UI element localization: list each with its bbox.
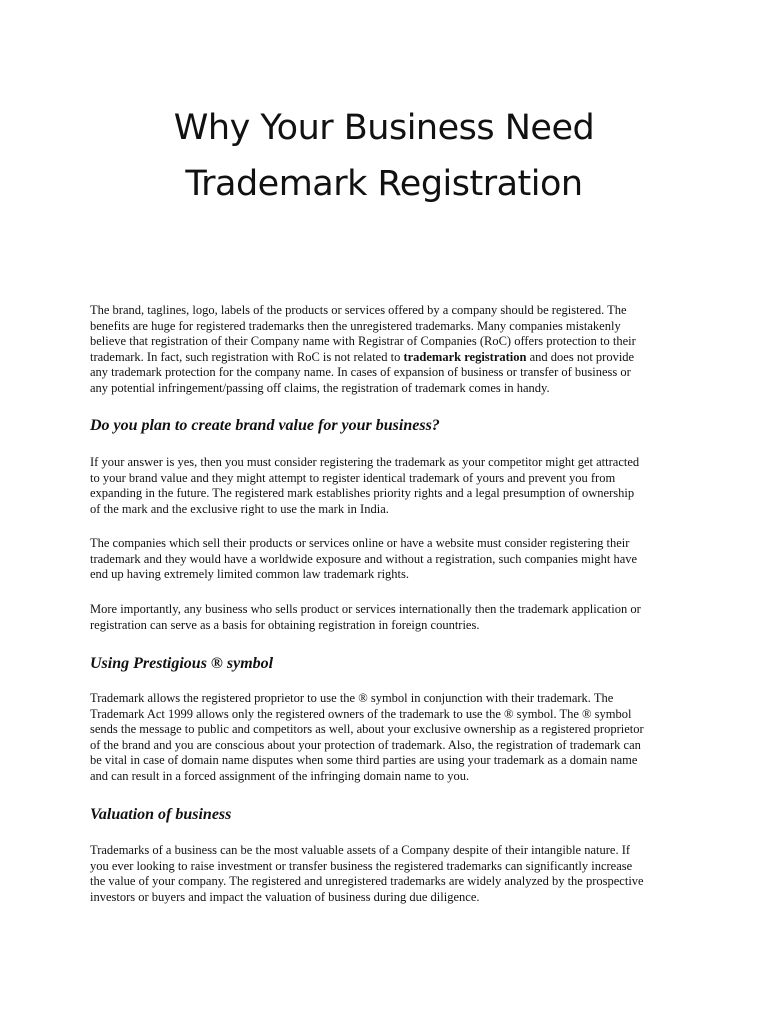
text-line: any trademark protection for the company name. In cases of expansion of business or transfer of business or (90, 365, 631, 379)
text-line: The companies which sell their products or services online or have a website must consider registering their (90, 536, 630, 550)
title-line-2: Trademark Registration (185, 164, 583, 204)
document-title (80, 100, 688, 212)
section3-paragraph-1 (90, 843, 690, 905)
text-line: and can result in a forced assignment of the infringing domain name to you. (90, 768, 470, 783)
text-line: trademark and they would have a worldwide exposure and without a registration, such companies might have (90, 551, 638, 566)
text-line: to your brand value and they might attempt to register identical trademark of yours and prevent you from (90, 470, 616, 485)
text-line: Trademark Act 1999 allows only the registered owners of the trademark to use the ® symbol. The ® symbol (90, 706, 632, 721)
section1-paragraph-2 (90, 536, 690, 583)
section1-paragraph-3 (90, 602, 690, 633)
text-line: any potential infringement/passing off claims, the registration of trademark comes in handy. (90, 380, 550, 395)
title-line-1: Why Your Business Need (173, 108, 595, 148)
text-line: of the brand and you are conscious about your protection of trademark. Also, the registration of trademark can (90, 737, 641, 752)
text-line: benefits are huge for registered trademarks then the unregistered trademarks. Many companies mistakenly (90, 318, 621, 333)
text-line: investors or buyers and impact the valuation of business during due diligence. (90, 889, 480, 904)
text-line: you ever looking to raise investment or transfer business the registered trademarks can significantly increase (90, 858, 633, 873)
text-line: If your answer is yes, then you must consider registering the trademark as your competitor might get attracted (90, 455, 640, 469)
text-segment: and does not provide (526, 349, 635, 364)
text-segment: trademark. In fact, such registration with RoC is not related to (90, 349, 401, 364)
text-line: be vital in case of domain name disputes when some third parties are using your trademark as a domain name (90, 753, 638, 767)
section-heading-registered-symbol: Using Prestigious ® symbol (90, 655, 274, 672)
text-line: More importantly, any business who sells product or services internationally then the trademark application or (90, 602, 641, 616)
intro-paragraph (90, 303, 690, 396)
bold-phrase: trademark registration (403, 349, 527, 364)
section-heading-valuation: Valuation of business (90, 806, 232, 823)
text-line: Trademarks of a business can be the most valuable assets of a Company despite of their intangible nature. If (90, 843, 631, 857)
text-line: Trademark allows the registered proprietor to use the ® symbol in conjunction with their trademark. The (90, 691, 614, 705)
section1-paragraph-1 (90, 455, 690, 517)
text-line: sends the message to public and competitors as well, about your exclusive ownership as a registered proprietor (90, 722, 644, 736)
text-line: expanding in the future. The registered mark establishes priority rights and a legal presumption of ownership (90, 486, 635, 500)
text-line: end up having extremely limited common law trademark rights. (90, 567, 410, 581)
text-line: registration can serve as a basis for obtaining registration in foreign countries. (90, 617, 480, 632)
text-line: The brand, taglines, logo, labels of the products or services offered by a company should be registered. The (90, 303, 627, 317)
section-heading-brand-value: Do you plan to create brand value for your business? (90, 417, 440, 434)
text-line: the value of your company. The registered and unregistered trademarks are widely analyzed by the prospective (90, 874, 644, 888)
text-line: believe that registration of their Company name with Registrar of Companies (RoC) offers protection to their (90, 334, 636, 348)
text-line-with-bold (90, 350, 690, 366)
section2-paragraph-1 (90, 691, 690, 784)
text-line: of the mark and the exclusive right to use the mark in India. (90, 501, 389, 516)
